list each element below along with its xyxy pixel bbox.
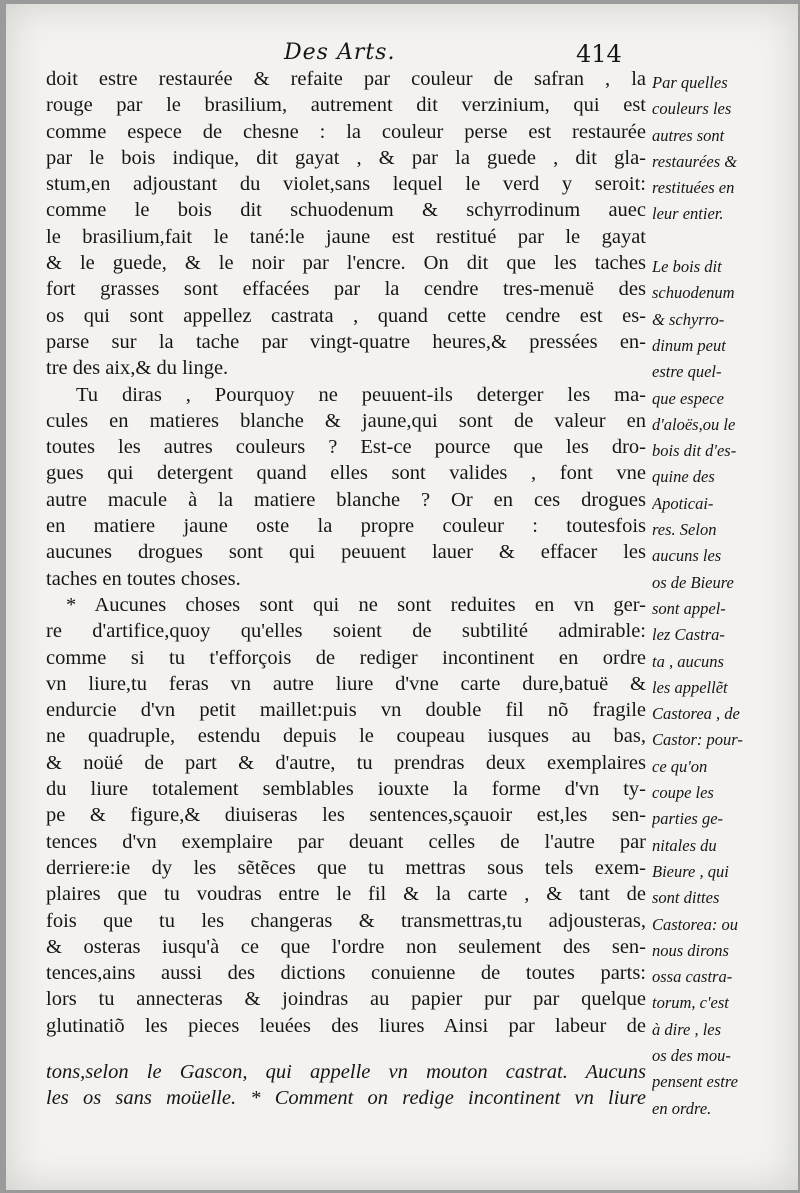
text-line: lors tu annecteras & joindras au papier pur par quelque	[46, 988, 646, 1011]
margin-note-line: que espece	[652, 388, 724, 408]
margin-note-line: Bieure , qui	[652, 861, 729, 881]
margin-note-line: leur entier.	[652, 204, 724, 224]
text-line: & noüé de part & d'autre, tu prendras deux exemplaires	[46, 751, 646, 774]
margin-note-line: nous dirons	[652, 940, 729, 960]
text-line: cules en matieres blanche & jaune,qui sont de valeur en	[46, 409, 646, 432]
text-line: rouge par le brasilium, autrement dit verzinium, qui est	[46, 94, 646, 117]
text-line: par le bois indique, dit gayat , & par la guede , dit gla-	[46, 146, 646, 169]
text-line: du liure totalement semblables iouxte la forme d'vn ty-	[46, 778, 646, 801]
margin-note-line: Apoticai-	[652, 493, 714, 513]
margin-note-line: ta , aucuns	[652, 651, 724, 671]
text-line: le brasilium,fait le tané:le jaune est restitué par le gayat	[46, 225, 646, 248]
margin-note-line: schuodenum	[652, 283, 735, 303]
margin-note-line: bois dit d'es-	[652, 441, 737, 461]
text-line: doit estre restaurée & refaite par couleur de safran , la	[46, 68, 646, 90]
margin-note-line: pensent estre	[652, 1072, 738, 1092]
text-line: fort grasses sont effacées par la cendre tres-menuë des	[46, 278, 646, 301]
margin-note-line: autres sont	[652, 125, 725, 145]
text-line: tences d'vn exemplaire par deuant celles de l'autre par	[46, 830, 646, 853]
margin-note-line: restaurées &	[652, 151, 738, 171]
margin-note-line: les appellẽt	[652, 677, 728, 697]
text-line: autre macule à la matiere blanche ? Or en ces drogues	[46, 488, 646, 511]
text-line: pe & figure,& diuiseras les sentences,sçauoir est,les sen-	[46, 804, 646, 827]
text-line: re d'artifice,quoy qu'elles soient de subtilité admirable:	[46, 620, 646, 643]
text-line: & osteras iusqu'à ce que l'ordre non seulement des sen-	[46, 935, 646, 958]
text-line: comme espece de chesne : la couleur perse est restaurée	[46, 120, 646, 143]
text-line: Tu diras , Pourquoy ne peuuent-ils deterger les ma-	[76, 383, 646, 406]
footnote-line: tons,selon le Gascon, qui appelle vn mouton castrat. Aucuns	[46, 1060, 646, 1083]
text-line: * Aucunes choses sont qui ne sont reduites en vn ger-	[66, 593, 646, 616]
margin-note-line: à dire , les	[652, 1019, 722, 1039]
margin-note-line: dinum peut	[652, 335, 726, 355]
text-line: comme le bois dit schuodenum & schyrrodinum auec	[46, 199, 646, 222]
margin-note-line: lez Castra-	[652, 625, 725, 645]
text-line: parse sur la tache par vingt-quatre heures,& pressées en-	[46, 330, 646, 353]
text-line: ne quadruple, estendu depuis le coupeau iusques au bas,	[46, 725, 646, 748]
margin-note-line: os de Bieure	[652, 572, 734, 592]
margin-note-line: d'aloës,ou le	[652, 414, 736, 434]
margin-note-line: Par quelles	[652, 73, 728, 92]
margin-note-line: Castor: pour-	[652, 730, 743, 750]
margin-note-line: torum, c'est	[652, 993, 729, 1013]
text-line: stum,en adjoustant du violet,sans lequel le verd y seroit:	[46, 173, 646, 196]
margin-note-line: sont appel-	[652, 598, 726, 618]
margin-note-line: en ordre.	[652, 1098, 712, 1118]
text-line: aucunes drogues sont qui peuuent lauer & effacer les	[46, 541, 646, 564]
main-text-block	[46, 66, 646, 1112]
margin-note-line: parties ge-	[652, 809, 724, 829]
footnote-line: les os sans moüelle. * Comment on redige incontinent vn liure	[46, 1087, 646, 1110]
margin-note-line: res. Selon	[652, 520, 717, 540]
margin-note-line: restituées en	[652, 178, 735, 198]
text-line: endurcie d'vn petit maillet:puis vn double fil nõ fragile	[46, 699, 646, 722]
margin-note-line: coupe les	[652, 783, 714, 803]
text-line: tences,ains aussi des dictions conuienne de toutes parts:	[46, 962, 646, 985]
text-line: derriere:ie dy les sẽtẽces que tu mettras sous tels exem-	[46, 856, 646, 879]
text-line: fois que tu les changeras & transmettras,tu adjousteras,	[46, 909, 646, 932]
margin-note-line: ossa castra-	[652, 967, 733, 987]
margin-note-line: ce qu'on	[652, 756, 708, 776]
text-line: tre des aix,& du linge.	[46, 357, 229, 380]
text-line: toutes les autres couleurs ? Est-ce pource que les dro-	[46, 436, 646, 459]
running-title: Des Arts.	[284, 40, 396, 65]
margin-note-line: estre quel-	[652, 362, 722, 382]
margin-note-line: couleurs les	[652, 99, 732, 119]
margin-note-line: Castorea: ou	[652, 914, 739, 934]
margin-note-line: sont dittes	[652, 888, 720, 908]
margin-note-line: Le bois dit	[652, 257, 722, 277]
text-line: taches en toutes choses.	[46, 567, 241, 590]
margin-notes	[652, 70, 792, 1122]
margin-note-line: & schyrro-	[652, 309, 725, 329]
text-line: gues qui detergent quand elles sont valides , font vne	[46, 462, 646, 485]
text-line: comme si tu t'efforçois de rediger incontinent en ordre	[46, 646, 646, 669]
text-line: & le guede, & le noir par l'encre. On dit que les taches	[46, 252, 646, 275]
margin-note-line: Castorea , de	[652, 704, 740, 724]
text-line: plaires que tu voudras entre le fil & la carte , & tant de	[46, 883, 646, 906]
margin-note-line: nitales du	[652, 835, 717, 855]
text-line: en matiere jaune oste la propre couleur : toutesfois	[46, 515, 646, 538]
text-line: os qui sont appellez castrata , quand cette cendre est es-	[46, 304, 646, 327]
page-number: 414	[576, 40, 622, 68]
margin-note-line: aucuns les	[652, 546, 722, 566]
book-page	[6, 4, 798, 1190]
text-line: glutinatiõ les pieces leuées des liures Ainsi par labeur de	[46, 1014, 646, 1037]
text-line: vn liure,tu feras vn autre liure d'vne carte dure,batuë &	[46, 672, 646, 695]
margin-note-line: quine des	[652, 467, 715, 487]
margin-note-line: os des mou-	[652, 1045, 731, 1065]
